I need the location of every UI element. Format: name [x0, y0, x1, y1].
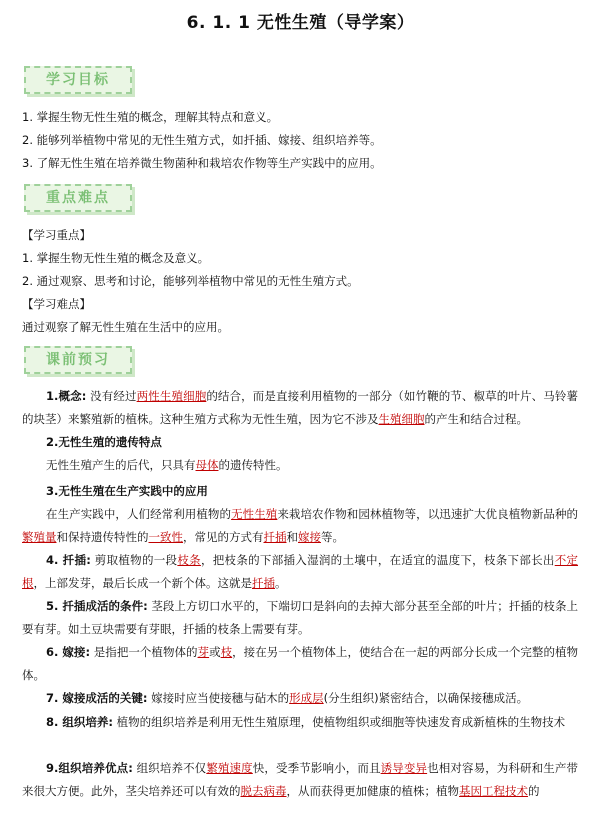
answer-highlight: 不定根: [22, 553, 579, 590]
text-run: 无性生殖产生的后代，只具有: [46, 458, 196, 472]
text-run: ，上部发芽，最后长成一个新个体。这就是: [33, 576, 252, 590]
text-run: 和保持遗传特性的: [56, 530, 149, 544]
section-banner-key: [24, 184, 132, 212]
section-banner-objectives: [24, 66, 132, 94]
answer-highlight: 枝: [220, 645, 233, 659]
answer-highlight: 一致性: [148, 530, 183, 544]
answer-highlight: 两性生殖细胞: [136, 389, 207, 403]
preview-cutting: [22, 549, 578, 595]
preview-cutting-conditions: [22, 595, 578, 641]
focus-item: 2. 通过观察、思考和讨论，能够列举植物中常见的无性生殖方式。: [22, 274, 359, 288]
answer-highlight: 繁殖量: [22, 530, 57, 544]
preview-tissue-culture: [22, 711, 578, 734]
text-run: 植物的组织培养是利用无性生殖原理，使植物组织或细胞等快速发育成新植株的生物技术: [112, 715, 566, 729]
objective-item: 1. 掌握生物无性生殖的概念，理解其特点和意义。: [22, 110, 279, 124]
item-label: 6. 嫁接:: [46, 645, 91, 659]
text-run: 来栽培农作物和园林植物等，以迅速扩大优良植物新品种的: [277, 507, 579, 521]
answer-highlight: 扦插: [263, 530, 287, 544]
preview-heading: [22, 431, 578, 454]
preview-grafting-key: [22, 687, 578, 710]
page-title: 6. 1. 1 无性生殖（导学案）: [186, 13, 415, 33]
item-label: 7. 嫁接成活的关键:: [46, 691, 148, 705]
text-run: 的: [528, 784, 540, 798]
answer-highlight: 脱去病毒: [240, 784, 287, 798]
answer-highlight: 诱导变异: [380, 761, 428, 775]
text-run: ，常见的方式有: [183, 530, 264, 544]
objective-item: 3. 了解无性生殖在培养微生物菌种和栽培农作物等生产实践中的应用。: [22, 156, 382, 170]
item-label: 2.无性生殖的遗传特点: [46, 435, 162, 449]
preview-application: [22, 503, 578, 549]
preview-tissue-culture-advantages: [22, 757, 578, 803]
text-run: 是指把一个植物体的: [90, 645, 198, 659]
answer-highlight: 扦插: [252, 576, 275, 590]
focus-item: 1. 掌握生物无性生殖的概念及意义。: [22, 251, 210, 265]
text-run: 或: [209, 645, 221, 659]
text-run: 茎段上方切口水平的，下端切口是斜向的去掉大部分甚至全部的叶片；扦插的枝条上要有芽。如土豆块需要有芽眼，扦插的枝条上需要有芽。: [22, 599, 578, 636]
difficulty-text: 通过观察了解无性生殖在生活中的应用。: [22, 320, 229, 334]
text-run: 的产生和结合过程。: [424, 412, 528, 426]
section-banner-label: 课前预习: [46, 352, 110, 368]
text-run: 组织培养不仅: [132, 761, 207, 775]
preview-grafting: [22, 641, 578, 687]
text-run: 嫁接时应当使接穗与砧木的: [147, 691, 290, 705]
section-banner-label: 重点难点: [46, 190, 110, 206]
answer-highlight: 母体: [195, 458, 219, 472]
text-run: 的遗传特性。: [218, 458, 288, 472]
text-run: 剪取植物的一段: [90, 553, 178, 567]
answer-highlight: 芽: [197, 645, 210, 659]
text-run: 等。: [321, 530, 344, 544]
text-run: (分生组织)紧密结合，以确保接穗成活。: [323, 691, 529, 705]
text-run: ，从而获得更加健康的植株；植物: [286, 784, 459, 798]
item-label: 3.无性生殖在生产实践中的应用: [46, 484, 208, 498]
answer-highlight: 繁殖速度: [206, 761, 253, 775]
item-label: 8. 组织培养:: [46, 715, 113, 729]
preview-heading: [22, 480, 578, 503]
section-banner-label: 学习目标: [46, 72, 110, 88]
focus-header: 【学习重点】: [22, 228, 91, 242]
answer-highlight: 基因工程技术: [459, 784, 528, 798]
item-label: 1.概念:: [46, 389, 87, 403]
text-run: ，接在另一个植物体上，使结合在一起的两部分长成一个完整的植物体。: [22, 645, 579, 682]
text-run: 也相对容易，为科研和生产带来很大方便。此外，茎尖培养还可以有效的: [22, 761, 579, 798]
answer-highlight: 嫁接: [298, 530, 321, 544]
answer-highlight: 无性生殖: [231, 507, 278, 521]
preview-heredity: [22, 454, 578, 477]
text-run: ，把枝条的下部插入湿润的土壤中，在适宜的温度下，枝条下部长出: [200, 553, 555, 567]
text-run: 的结合，而是直接利用植物的一部分（如竹鞭的节、椒草的叶片、马铃薯的块茎）来繁殖新的植株。这种生殖方式称为无性生殖，因为它不涉及: [22, 389, 579, 426]
answer-highlight: 枝条: [177, 553, 201, 567]
preview-concept: [22, 385, 578, 431]
answer-highlight: 生殖细胞: [378, 412, 425, 426]
text-run: 在生产实践中，人们经常利用植物的: [46, 507, 232, 521]
text-run: 没有经过: [86, 389, 137, 403]
difficulty-header: 【学习难点】: [22, 297, 91, 311]
text-run: 快，受季节影响小，而且: [252, 761, 381, 775]
text-run: 和: [286, 530, 298, 544]
item-label: 5. 扦插成活的条件:: [46, 599, 148, 613]
answer-highlight: 形成层: [289, 691, 324, 705]
item-label: 4. 扦插:: [46, 553, 91, 567]
section-banner-preview: [24, 346, 132, 374]
text-run: 。: [275, 576, 287, 590]
objective-item: 2. 能够列举植物中常见的无性生殖方式，如扦插、嫁接、组织培养等。: [22, 133, 382, 147]
item-label: 9.组织培养优点:: [46, 761, 133, 775]
